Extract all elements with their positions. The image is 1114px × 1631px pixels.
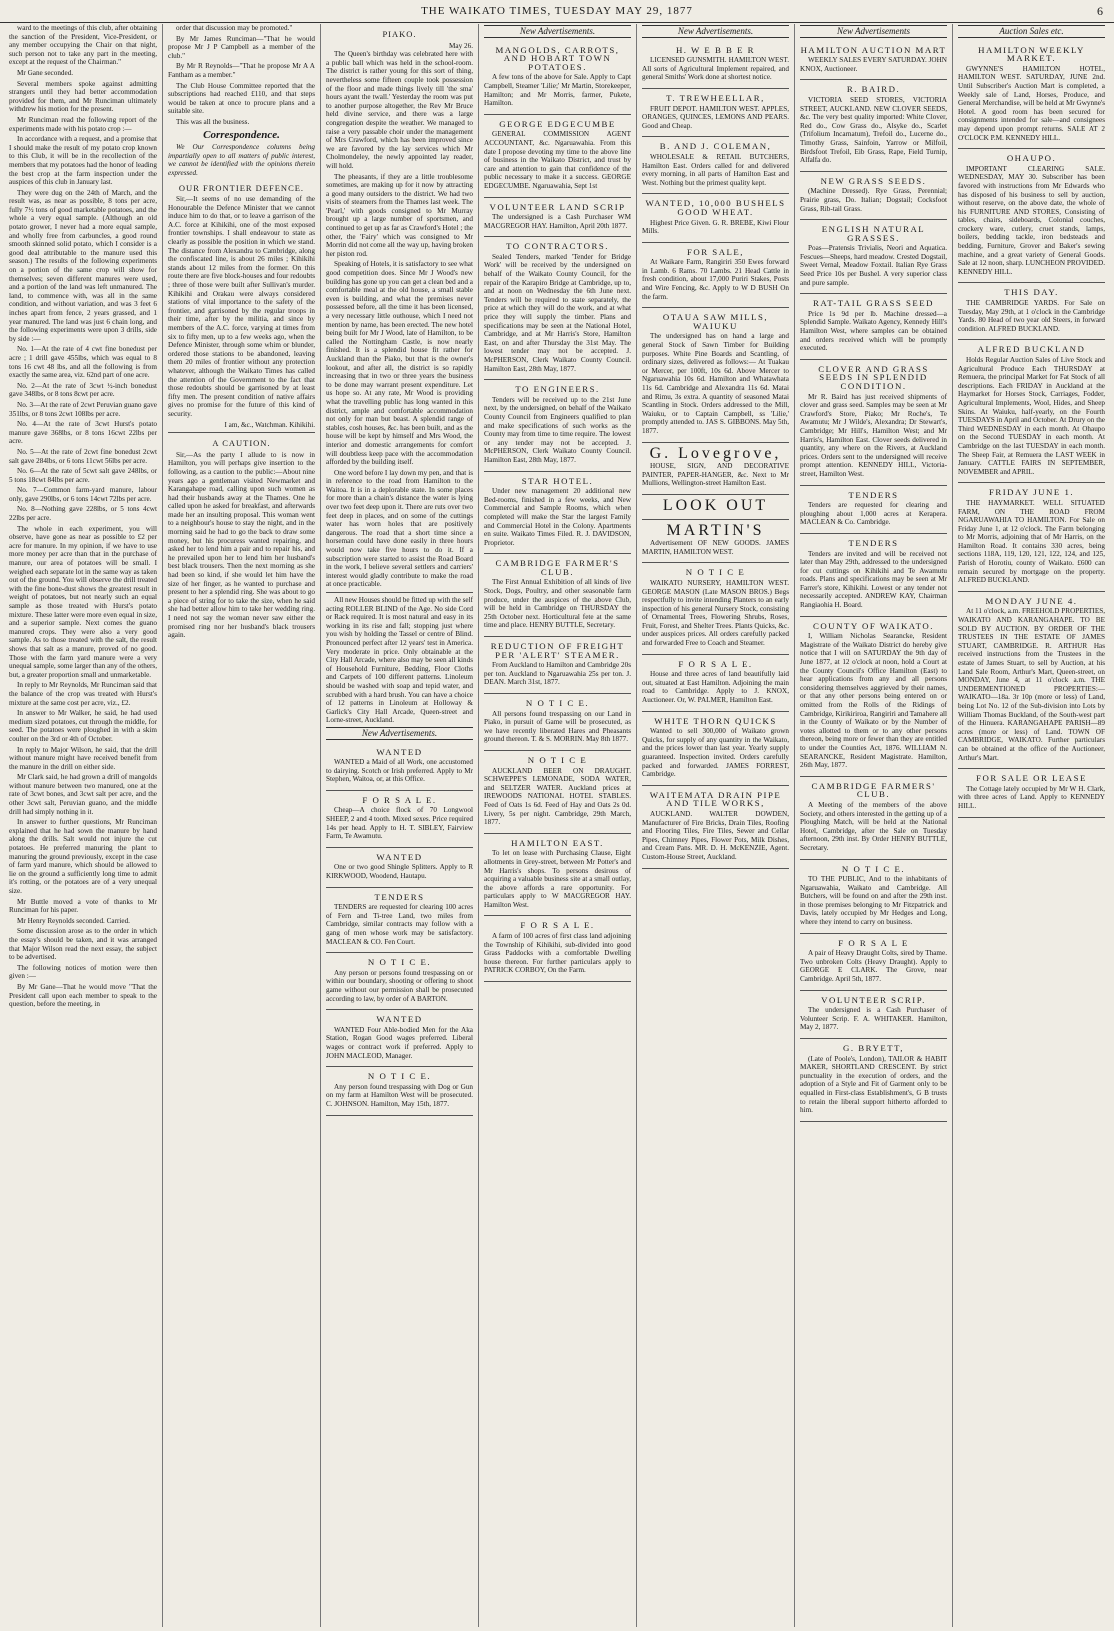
article-paragraph: ward to the meetings of this club, after obtaining the sanction of the President, Vice-President, or any member occupying the Chair on that night, such person not to take any part in the meeting, except at the request of the Chairman." — [9, 24, 157, 67]
advertisement-heading: STAR HOTEL. — [521, 475, 594, 486]
signoff: I am, &c., Watchman. Kihikihi. — [224, 420, 315, 429]
advertisement — [958, 41, 1105, 150]
advertisement-heading: WANTED, 10,000 BUSHELS GOOD WHEAT. — [645, 198, 786, 217]
advertisement — [642, 137, 789, 194]
advertisement-heading: WAITEMATA DRAIN PIPE AND TILE WORKS, — [649, 789, 782, 809]
article-paragraph: Mr Gane seconded. — [17, 68, 74, 77]
advertisement-heading: FOR SALE OR LEASE — [976, 773, 1087, 784]
advertisement-body: Advertisement OF NEW GOODS. JAMES MARTIN, HAMILTON WEST. — [642, 539, 789, 556]
advertisement-body: LICENSED GUNSMITH. HAMILTON WEST. All sorts of Agricultural Implement repaired, and general Smiths' Work done at shortest notice. — [642, 56, 789, 82]
article-paragraph: In answer to Mr Walker, he said, he had used medium sized potatoes, cut through the middle, for seed. The potatoes were ploughed in with a skim coulter on the 3rd or 4th of October. — [9, 709, 157, 743]
advertisement-heading: T. TREWHEELLAR, — [666, 92, 765, 103]
advertisement — [800, 360, 947, 486]
advertisement-heading: MARTIN'S — [666, 521, 765, 539]
advertisement-heading: F O R S A L E. — [678, 658, 753, 669]
advertisement — [800, 1039, 947, 1122]
advertisement-heading: WHITE THORN QUICKS — [654, 715, 777, 726]
article-paragraph: The Queen's birthday was celebrated here with a public ball which was held in the school-room. The district is rather young for this sort of thing, nevertheless some fifteen couple took possession of the floor and made things lively till 'the sma' hours ayant the twall.' Yesterday the room was put to another purpose altogether, the Rev Mr Bruce held divine service, and there was a large congregation despite the weather. We managed to raise a very passable choir under the management of Mrs Crawford, which has been improved since we are favored by the lay services which Mr Cholmondeley, the newly appointed lay reader, will hold. — [326, 50, 473, 170]
advertisement — [326, 1067, 473, 1115]
advertisement-body: The First Annual Exhibition of all kinds of live Stock, Dogs, Poultry, and other seasonable farm produce, under the auspices of the above Club, will be held in Cambridge on THURSDAY the 25th October next. Horticultural fete at the same time and place. HENRY BUTTLE, Secretary. — [484, 578, 631, 630]
advertisement — [642, 41, 789, 89]
advertisement-heading: MANGOLDS, CARROTS, AND HOBART TOWN POTATOES. — [495, 44, 620, 72]
advertisement-body: The undersigned is a Cash Purchaser WM MACGREGOR HAY. Hamilton, April 20th 1877. — [484, 213, 631, 230]
defence-title: OUR FRONTIER DEFENCE. — [178, 182, 305, 193]
advertisement-heading: OHAUPO. — [1006, 153, 1057, 164]
advertisement — [484, 115, 631, 198]
advertisement — [800, 220, 947, 294]
advertisement-body: Poas—Pratensis Trivialis, Neori and Aquatica. Fescues—Sheeps, hard meadow. Crested Dogstail, Sweet Vernal, Meadow Foxtail. Italian Rye Grass Seed Price 10s per Bushel. A very superior class and pure sample. — [800, 244, 947, 287]
advertisement-heading: FOR SALE, — [686, 246, 744, 257]
advertisement-heading: H. W E B B E R — [675, 44, 756, 55]
advertisement — [642, 495, 789, 520]
advertisement — [958, 340, 1105, 483]
advertisement — [800, 172, 947, 220]
advertisement-body: WANTED Four Able-bodied Men for the Aka Station, Rogan Good wages preferred. Liberal wages or contract work if preferred. Apply to JOHN MACLEOD, Manager. — [326, 1025, 473, 1060]
advertisement-body: FRUIT DEPOT. HAMILTON WEST. APPLES, ORANGES, QUINCES, LEMONS AND PEARS. Good and Cheap. — [642, 104, 789, 130]
advertisement — [484, 41, 631, 115]
article-paragraph: The pheasants, if they are a little troublesome sometimes, are making up for it now by attracting a good many outsiders to the district. We had two visits of steamers from the Thames last week. The 'Pearl,' with goods consigned to Mr Murray brought up a large number of sportsmen, and continued to get up as far as Crawford's Hotel ; the other, the 'Fairy' which was consigned to Mr Morrin did not come all the way up, having broken her piston rod. — [326, 172, 473, 258]
advertisement-body: Highest Price Given. G. R. BREBE, Kiwi Flour Mills. — [642, 218, 789, 236]
advertisement-body: WEEKLY SALES EVERY SATURDAY. JOHN KNOX, Auctioneer. — [800, 56, 947, 73]
advertisement-body: WANTED a Maid of all Work, one accustomed to dairying. Scotch or Irish preferred. Apply to Mr Stephen, Waitoa, or, at this Office. — [326, 758, 473, 784]
advertisement-heading: WANTED — [376, 1014, 423, 1025]
advertisement-body: THE CAMBRIDGE YARDS. For Sale on Tuesday, May 29th, at 1 o'clock in the Cambridge Yards. 80 Head of two year old Steers, in forward condition. ALFRED BUCKLAND. — [958, 299, 1105, 333]
advertisement — [484, 472, 631, 555]
advertisement-body: A pair of Heavy Draught Colts, sired by Thame. Two unbroken Colts (Heavy Draught). Apply to GEORGE E CLARK. The Grove, near Cambridge. April 5th, 1877. — [800, 949, 947, 984]
advertisement-heading: R. BAIRD. — [846, 84, 901, 95]
article-paragraph: One word before I lay down my pen, and that is in reference to the road from Hamilton to the Waitoa. It is in a deplorable state. In some places for more than a chain's distance the water is lying over two feet deep upon it. There are ruts over two feet deep in places, and on some of the cuttings water has worn holes that are positively dangerous. The road that a short time since a horseman could have done easily in three hours would now take five hours to do it. If a subscription were started to assist the Road Board in the work, I believe several settlers and carriers' interest would gladly contribute to make the road at once practicable. — [326, 468, 473, 589]
advertisement — [800, 294, 947, 360]
advertisement — [642, 194, 789, 242]
article-paragraph: No. 7—Common farm-yard manure, labour only, gave 290lbs, or 6 tons 14cwt 72lbs per acre. — [9, 486, 157, 503]
advertisement-heading: GEORGE EDGECUMBE — [499, 118, 616, 129]
advertisement-heading: N O T I C E. — [525, 698, 590, 708]
advertisement — [484, 554, 631, 637]
advertisement — [800, 486, 947, 534]
advertisement — [642, 89, 789, 137]
article-paragraph: Mr Clark said, he had grown a drill of mangolds without manure between two manured, one at the rate of 3cwt bones, and 3cwt salt per acre, and the other 3cwt salt, Peruvian guano, and the middle drill had simply nothing in it. — [9, 773, 157, 816]
advertisement — [484, 694, 631, 751]
advertisement-body: House and three acres of land beautifully laid out, situated at East Hamilton. Adjoining the main road to Cambridge. Apply to J. KNOX, Auctioneer. Or, W. PALMER, Hamilton East. — [642, 670, 789, 705]
advertisement-body: All persons found trespassing on our Land in Piako, in pursuit of Game will be prosecuted, as we have recently liberated Hares and Pheasants ground thereon. T. & S. MORRIN. May 8th 1877. — [484, 709, 631, 744]
section-label: New Advertisements — [800, 25, 947, 38]
article-paragraph: In reply to Major Wilson, he said, that the drill without manure might have received benefit from the manure in the drill on either side. — [9, 745, 157, 771]
section-label: Auction Sales etc. — [958, 25, 1105, 38]
advertisement-heading: B. AND J. COLEMAN, — [659, 141, 772, 152]
advertisement-heading: WANTED — [376, 851, 423, 862]
advertisement — [642, 655, 789, 712]
article-paragraph: No. 8—Nothing gave 228lbs, or 5 tons 4cwt 22lbs per acre. — [9, 505, 157, 523]
advertisement — [642, 786, 789, 869]
advertisement — [800, 617, 947, 777]
advertisement-body: A Meeting of the members of the above Society, and others interested in the getting up of a Ploughing Match, will be held at the National Hotel, Cambridge, after the Sale on Tuesday afternoon, 29th inst. By Order HENRY BUTTLE, Secretary. — [800, 800, 947, 852]
advertisement-body: WAIKATO NURSERY, HAMILTON WEST. GEORGE MASON (Late MASON BROS.) Begs respectfully to invite intending Planters to an early inspection of his general Nursery Stock, consisting of Ornamental Trees, Flowering Shrubs, Roses, Fruit, Forest, and Shelter Trees. Plants Quicks, &c. under auspices prices. All orders carefully packed and forwarded Free to Coach and Steamer. — [642, 578, 789, 648]
letter-paragraph: Sir,—As the party I allude to is now in Hamilton, you will perhaps give insertion to the following, as a caution to the public:—About nine years ago a gentleman visited Newmarket and Karangahape road, calling upon such women as had their husbands away at the Thames. One he called upon he asked for breakfast, and afterwards made her an insulting proposal. This woman went to a neighbour's house to stay the night, and in the morning said he had to go the back to draw some money, but his procuress wanted repairing, and asked her to lend him a pair and to repair his, and he prevailed upon her to lend him her husband's best black trousers. Then the next morning as she had been so kind, if she would let him have the size of her finger, as he wanted to purchase and present to her a splendid ring. She was about to go a piece of string for to take the size, when he said she had better allow him to take her wedding ring. I need not say the woman never saw either the promised ring nor her husband's black trousers again. — [168, 450, 315, 640]
advertisement-body: (Machine Dressed). Rye Grass, Perennial; Prairie grass, Do. Italian; Dogstail; Cocksfoot Grass, Rib-tail Grass. — [800, 187, 947, 213]
article-paragraph: Some discussion arose as to the order in which the essay's should be taken, and it was arranged that Major Wilson read the next essay, the subject to be advertised. — [9, 927, 157, 962]
advertisement-heading: TO CONTRACTORS. — [506, 241, 609, 252]
roller-blind-ad: All new Houses should be fitted up with the self acting ROLLER BLIND of the Age. No side Cord or Rack required. It is most natural and easy in its working in its rise and fall; stopping just where you wish by holding the Tassel or centre of Blind. Pronounced perfect after 12 years' test in America. Very moderate in price. Only obtainable at the City Hall Arcade, where also may be seen all kinds of Household Furniture, Bedding, Floor Cloths and Carpets of 100 different patterns. Linoleum should be washed with soap and tepid water, and scrubbed with a hard brush. You can have a choice of 12 patterns in Linoleum at Holloway & Garlick's City Hall Arcade, Queen-street and Lorne-street, Auckland. — [326, 596, 473, 725]
article-paragraph: Several members spoke against admitting strangers until they had better accommodation provided for them, and Mr Runciman ultimately withdrew his motion for the present. — [9, 79, 157, 114]
advertisement — [326, 888, 473, 954]
section-label: New Advertisements. — [484, 25, 631, 38]
advertisement-body: AUCKLAND. WALTER DOWDEN, Manufacturer of Fire Bricks, Drain Tiles, Roofing and Flooring Tiles, Fire Tiles, Sewer and Cellar Pipes, Chimney Pipes, Flower Pots, Milk Dishes, and Cream Pans. MR. D. H. McKENZIE, Agent. Custom-House Street, Auckland. — [642, 809, 789, 861]
advertisement — [800, 534, 947, 617]
article-paragraph: They were dug on the 24th of March, and the result was, as near as possible, 8 tons per acre, fully 7½ tons of good marketable potatoes, and the whole a very equal sample. (Although an old potato grower, I never had a more equal sample, and wholly free from carbuncles, a good round smooth skinned solid potato, which I consider is a good deal attributable to the manure used this season.) The results of the following experiments on a portion of the same crop will show for themselves; seven different manures were used, and a portion of the land was left unmanured. The land, to commence with, was all in the same condition, and without variation, and was 3 feet 6 inches apart from fence, 2 years grassed, and 1 year manured. The land was just 6 chain long, and the following experiments were upon 3 drills, side by side :— — [9, 188, 157, 343]
advertisement-heading: N O T I C E — [527, 754, 588, 765]
column-4 — [478, 24, 636, 1627]
advertisement — [326, 743, 473, 791]
advertisement-body: A farm of 100 acres of first class land adjoining the Township of Kihikihi, sub-divided into good Grass Paddocks with a comfortable Dwelling house thereon. For further particulars apply to PATRICK CORBOY, On the Farm. — [484, 932, 631, 975]
advertisement — [958, 483, 1105, 592]
advertisement-heading: G. BRYETT, — [842, 1043, 905, 1053]
masthead — [0, 0, 1114, 23]
advertisement-body: IMPORTANT CLEARING SALE. WEDNESDAY, MAY 30. Subscriber has been favored with instructions from Mr Edwards who has disposed of his business to sell by auction, without reserve, on the above date, the whole of his FURNITURE AND STORES, Consisting of tables, chairs, sideboards, Colonial couches, crockery ware, cutlery, cruet stands, lamps, boilers, bedding tackle, iron bedsteads and bedding, Furniture, Grover and Baker's sewing machine, and a great variety of General Goods. Sale at 12 noon, sharp. LUNCHEON PROVIDED. KENNEDY HILL. — [958, 164, 1105, 276]
advertisement — [484, 237, 631, 380]
advertisement-body: Under new management 20 additional new Bed-rooms, finished in a few weeks, and New Commercial and Sample Rooms, which when completed will make the Star the largest Family and Commercial Hotel in the Colony. Apartments en suite. Waikato Times Filed. R. J. DAVIDSON, Proprietor. — [484, 487, 631, 547]
advertisement — [484, 834, 631, 917]
advertisement — [800, 991, 947, 1039]
columns — [4, 24, 1110, 1627]
masthead-title: THE WAIKATO TIMES, TUESDAY MAY 29, 1877 — [421, 5, 693, 17]
advertisement — [642, 443, 789, 495]
advertisement — [642, 308, 789, 442]
advertisement-heading: F O R S A L E — [838, 937, 909, 948]
advertisement-body: The undersigned has on hand a large and general Stock of Sawn Timber for Building purposes. White Pine Boards and Scantling, of ordinary sizes, delivered as follows:— At Tuakau or Mercer, per 100ft, 10s 6d. Above Mercer to Ngaruawahia 10s 6d. Hamilton and Whatawhata 11s 6d. Cambridge and Alexandra 11s 6d. Matai and Rimu, 3s extra. A quantity of seasoned Matai Scantling in Stock. Orders addressed to the Mill, Waiuku, or to Captain Campbell, ss 'Lilie,' promptly attended to. JAS S. GIBBONS. May 5th, 1877. — [642, 332, 789, 435]
article-paragraph: No. 6—At the rate of 5cwt salt gave 248lbs, or 5 tons 18cwt 84lbs per acre. — [9, 467, 157, 484]
advertisement — [800, 860, 947, 934]
advertisement — [958, 149, 1105, 283]
advertisement-heading: N O T I C E. — [367, 957, 432, 968]
advertisement-body: The undersigned is a Cash Purchaser of Volunteer Scrip. F. A. WHITAKER. Hamilton, May 2, 1877. — [800, 1006, 947, 1032]
advertisement-body: VICTORIA SEED STORES, VICTORIA STREET, AUCKLAND. NEW CLOVER SEEDS, &c. The very best quality imported: White Clover, Red do., Cow Grass do., Alsyke do., Scarlet (Trifolium Incarnatum), Trefoil do., Lucerne do., Timothy Grass, Sainfoin, Yarrow or Milfoil, Birdsfoot Trefoil, Eib Grass, Rape, Field Turnip, Alfalfa do. — [800, 95, 947, 165]
advertisement-heading: THIS DAY. — [1004, 287, 1059, 298]
advertisement — [484, 751, 631, 834]
advertisement-body: THE HAYMARKET. WELL SITUATED FARM, ON THE ROAD FROM NGARUAWAHIA TO HAMILTON. For Sale on Friday June 1, at 12 o'clock. The Farm belonging to Mr Morris, adjoining that of Mr Harris, on the Hamilton Road. It contains 330 acres, being sections 118A, 119, 120, 121, 122, 124, and 125, Parish of Horotiu, county of Waikato. £600 can remain secured by mortgage on the property. ALFRED BUCKLAND. — [958, 498, 1105, 585]
advertisement-body: Price 1s 9d per lb. Machine dressed—a Splendid Sample. Waikato Agency, Kennedy Hill's Hamilton West, where samples can be obtained and orders received which will be promptly executed. — [800, 309, 947, 353]
advertisement-heading: RAT-TAIL GRASS SEED — [813, 298, 934, 309]
column-6 — [794, 24, 952, 1627]
advertisement-body: A few tons of the above for Sale. Apply to Capt Campbell, Steamer 'Lilie;' Mr Martin, Storekeeper, Hamilton; and Mr Morris, farmer, Pukete, Hamilton. — [484, 73, 631, 108]
advertisement — [958, 769, 1105, 817]
advertisement-heading: COUNTY OF WAIKATO. — [813, 620, 934, 631]
piako-date: May 26. — [449, 41, 473, 50]
article-paragraph: In answer to further questions, Mr Runciman explained that he had sown the manure by hand along the drills. Salt would not injure the cut potatoes. He preferred manuring the plant to manuring the ground previously, except in the case of farm yard manure, which should be allowed to lie on the ground a sufficiently long time to admit it's rotting, or the potatoes are of a very unequal size. — [9, 818, 157, 895]
column-7 — [952, 24, 1110, 1627]
advertisement-heading: TENDERS — [374, 891, 425, 902]
advertisement-body: Any person or persons found trespassing on or within our boundary, shooting or offering to shoot game without our permission shall be prosecuted according to law, by order of A BARTON. — [326, 968, 473, 1003]
advertisement-body: GWYNNE'S HAMILTON HOTEL, HAMILTON WEST. SATURDAY, JUNE 2nd. Until Subscriber's Auction Mart is completed, a Weekly sale of Land, Horses, Produce, and General Merchandise, will be held at Mr Gwynne's Hotel. A good room has been secured for consignments intended for sale—and consignees may depend upon prompt returns. SALE AT 2 O'CLOCK P.M. KENNEDY HILL. — [958, 64, 1105, 142]
advertisement — [958, 592, 1105, 769]
article-paragraph: Mr Henry Reynolds seconded. Carried. — [17, 916, 130, 925]
advertisement-heading: REDUCTION OF FREIGHT PER 'ALERT' STEAMER. — [490, 641, 625, 660]
advertisement-heading: HAMILTON AUCTION MART — [800, 44, 947, 55]
advertisement-heading: N O T I C E — [685, 567, 746, 578]
article-paragraph: No. 3—At the rate of 2cwt Peruvian guano gave 351lbs, or 8 tons 2cwt 108lbs per acre. — [9, 400, 157, 418]
advertisement-heading: NEW GRASS SEEDS. — [820, 175, 927, 186]
article-paragraph: By Mr James Runciman—"That he would propose Mr J P Campbell as a member of the club." — [168, 34, 315, 60]
advertisement-body: Tenders will be received up to the 21st June next, by the undersigned, on behalf of the Waikato County Council from Engineers qualified to plan and make specifications of such works as the County may from time to time require. The lowest or any tender may not be accepted. J. McPHERSON, Clerk Waikato County Council. Hamilton East, 28th May, 1877. — [484, 395, 631, 464]
advertisement — [484, 916, 631, 982]
section-label: New Advertisements. — [642, 25, 789, 38]
article-paragraph: Speaking of Hotels, it is satisfactory to see what good competition does. Since Mr J Wood's new building has gone up you can get a clean bed and a comfortable meal at the old house, a small stable even is building, and what the premises never possessed before, all the time it has been licensed, a very necessary little outhouse, which I need not mention by name, has been erected. The new hotel being built for Mr J Wood, late of Hamilton, to be called the Nottingham Castle, is now nearly finished. It is a splendid house fit rather for Auckland than the Piako, but that is the owner's lookout, and after all, the district is so rapidly increasing that in two or three years the business to be done may warrant present expenditure. Let us hope so. At any rate, Mr Wood is providing what the travelling public has long wanted in this district, ample and comfortable accommodation not only for man but beast. A splendid range of stables, cosh houses, &c. has been built, and as the house will be kept by himself and Mrs Wood, the interior and domestic arrangements for comfort will doubtless keep pace with the accommodation afforded by the building itself. — [326, 260, 473, 467]
advertisement-body: At 11 o'clock, a.m. FREEHOLD PROPERTIES, WAIKATO AND KARANGAHAPE. TO BE SOLD BY AUCTION. BY ORDER OF THE TRUSTEES IN THE ESTATE OF JAMES STUART, CAMBRIDGE. R. ARTHUR Has received instructions from the Trustees in the estate of James Stuart, to sell by Auction, at his Land Sale Room, Arthur's Mart, Queen-street, on MONDAY, June 4, at 11 o'clock a.m. THE UNDERMENTIONED PROPERTIES:— WAIKATO—18a. 3r 10p (more or less) of Land, being Lot No. 12 of the Sub-division into Lots by William Thomas Buckland, of the South-west part of the Hinuera. KARANGAHAPE PARISH—89 acres (more or less) of Land. TOWN OF CAMBRIDGE, WAIKATO. Further particulars can be obtained at the office of the Auctioneer, Arthur's Mart. — [958, 607, 1105, 762]
advertisement-heading: TO ENGINEERS. — [515, 384, 600, 395]
section-label: New Advertisements. — [326, 727, 473, 740]
piako-title: PIAKO. — [382, 29, 417, 39]
advertisement-body: HOUSE, SIGN, AND DECORATIVE PAINTER, PAPER-HANGER, &c. Next to Mr Mullions, Wellington-street Hamilton East. — [642, 462, 789, 488]
advertisement-body: The Cottage lately occupied by Mr W H. Clark, with three acres of Land. Apply to KENNEDY HILL. — [958, 784, 1105, 810]
advertisement-heading: MONDAY JUNE 4. — [985, 595, 1078, 606]
advertisement-body: Holds Regular Auction Sales of Live Stock and Agricultural Produce Each THURSDAY at Remuera, the principal Market for Fat Stock of all descriptions. Each FRIDAY in Auckland at the Haymarket for Horses Stock, Carriages, Fodder, Agricultural Implements, Wool, Hides, and Sheep Skins. At Waiuku, half-yearly, on the Fourth TUESDAYS in April and October. At Drury on the Third WEDNESDAY in each month. At Ohaupo on the Second TUESDAY in each month. At Cambridge on the last TUESDAY in each month. The Sheep Fair, at Remuera the LAST WEEK in January. CATTLE FAIRS IN SEPTEMBER, NOVEMBER and APRIL. — [958, 356, 1105, 476]
advertisement-body: (Late of Poole's, London), TAILOR & HABIT MAKER, SHORTLAND CRESCENT. By strict punctuality in the execution of orders, and the adoption of a Style and Fit of Garment only to be equalled in First-class Establishment's, G B trusts to retain the liberal support hitherto afforded to him. — [800, 1054, 947, 1115]
advertisement-body: Tenders are invited and will be received not later than May 29th, addressed to the undersigned for cut cuttings on Kihikihi and Te Awamutu roads. Plans and specifications may be seen at Mr Farrer's store, Kihikihi. Lowest or any tender not necessarily accepted. ANDREW KAY, Chairman Rangiaohia H. Board. — [800, 549, 947, 610]
advertisement-body: AUCKLAND BEER ON DRAUGHT. SCHWEPPE'S LEMONADE, SODA WATER, and SELTZER WATER. Auckland prices at IREWOODS NATIONAL HOTEL STABLES. Feed of Oats 1s 6d. Feed of Hay and Oats 2s 0d. Livery, 5s per night. Cambridge, 29th March, 1877. — [484, 766, 631, 827]
article-paragraph: By Mr R Reynolds—"That he propose Mr A A Fantham as a member." — [168, 62, 315, 79]
article-paragraph: The following notices of motion were then given :— — [9, 963, 157, 981]
advertisement-heading: WANTED — [376, 746, 423, 757]
article-paragraph: No. 1—At the rate of 4 cwt fine bonedust per acre ; 1 drill gave 455lbs, which was equal to 8 tons 16 cwt 48 lbs, and all the following is from exactly the same area, viz. 62nd part of one acre. — [9, 345, 157, 380]
article-paragraph: No. 5—At the rate of 2cwt fine bonedust 2cwt salt gave 284lbs, or 6 tons 11cwt 56lbs per acre. — [9, 447, 157, 465]
column-2 — [162, 24, 320, 1627]
advertisement-heading: G. Lovegrove, — [649, 444, 782, 462]
advertisement — [642, 520, 789, 564]
advertisement-body: Mr R. Baird has just received shipments of clover and grass seed. Samples may be seen at Mr Crawford's Store, Piako; Mr Roche's, Te Awamutu; Mr J Wilde's, Alexandra; Dr Stewart's, Cambridge; Mr Hill's, Hamilton West; and Mr Harris's, Hamilton East. Clover seeds delivered in quantity, any where on the Rivers, at Auckland prices. Orders sent to the undersigned will receive prompt attention. KENNEDY HILL, Victoria-street, Hamilton West. — [800, 392, 947, 478]
column-3 — [320, 24, 478, 1627]
advertisement-body: TO THE PUBLIC, And to the inhabitants of Ngaruawahia, Waikato and Cambridge. All Butchers, will be found on and after the 29th inst. in those premises belonging to Mr Fitzpatrick and Davis, lately occupied by Mr Hedges and Long, where they intend to carry on business. — [800, 875, 947, 927]
article-paragraph: No. 4—At the rate of 3cwt Hurst's potato manure gave 368lbs, or 8 tons 16cwt 22lbs per acre. — [9, 420, 157, 446]
article-paragraph: This was all the business. — [176, 117, 250, 126]
caution-title: A CAUTION. — [212, 438, 271, 449]
correspondence-heading: Correspondence. — [203, 128, 280, 141]
advertisement — [958, 283, 1105, 340]
article-paragraph: Mr Runciman read the following report of the experiments made with his potato crop :— — [9, 115, 157, 133]
advertisement-body: Wanted to sell 300,000 of Waikato grown Quicks, for supply of any quantity in the Waikato, and the prices lower than last year. Yearly supply guaranteed. Inspection invited. Orders carefully packed and forwarded. JAMES FORREST, Cambridge. — [642, 727, 789, 779]
advertisement-heading: VOLUNTEER SCRIP. — [821, 994, 926, 1005]
advertisement — [326, 791, 473, 848]
advertisement — [642, 712, 789, 786]
advertisement — [484, 198, 631, 238]
advertisement — [800, 934, 947, 991]
advertisement-body: GENERAL COMMISSION AGENT ACCOUNTANT, &c. Ngaruawahia. From this date I propose devoting my time to the above line of business in the Waikato District, and trust by care and attention to gain that confidence of the public necessary to make it a success. GEORGE EDGECUMBE. Ngaruawahia, Sept 1st — [484, 130, 631, 190]
advertisement-heading: LOOK OUT — [662, 496, 769, 514]
advertisement — [800, 80, 947, 171]
advertisement — [642, 563, 789, 654]
advertisement — [800, 41, 947, 81]
advertisement-heading: CLOVER AND GRASS SEEDS IN SPLENDID CONDITION. — [818, 363, 929, 391]
advertisement-heading: N O T I C E. — [841, 863, 906, 874]
advertisement-heading: N O T I C E. — [367, 1071, 432, 1082]
advertisement-heading: HAMILTON EAST. — [511, 837, 604, 848]
advertisement — [484, 380, 631, 471]
advertisement-heading: F O R S A L E. — [362, 794, 437, 805]
article-paragraph: In reply to Mr Reynolds, Mr Runciman said that the balance of the crop was treated with Hurst's mixture at the same cost per acre, viz., £2. — [9, 681, 157, 707]
advertisement-body: Sealed Tenders, marked 'Tender for Bridge Work' will be received by the undersigned on behalf of the Waikato County Council, for the repair of the Karapiro Bridge at Cambridge, up to, and at noon on Wednesday the 6th June next. Tenders will be required to state separately, the price at which they will do the work, and at what price they will supply the timber. Plans and specifications may be seen at the National Hotel, Cambridge, and at Mr Harris's Store, Hamilton East, on and after Thursday the 31st May. The lowest tender may not be accepted. J. McPHERSON, Clerk Waikato County Council. Hamilton East, 28th May, 1877. — [484, 252, 631, 373]
advertisement-heading: ALFRED BUCKLAND — [977, 344, 1086, 355]
advertisement-heading: FRIDAY JUNE 1. — [988, 487, 1075, 498]
advertisement — [326, 1010, 473, 1067]
advertisement — [484, 637, 631, 694]
advertisement-heading: OTAUA SAW MILLS, WAIUKU — [662, 312, 769, 331]
advertisement-body: Tenders are requested for clearing and ploughing about 1,000 acres at Kerapera. MACLEAN & Co. Cambridge. — [800, 501, 947, 527]
advertisement-body: Cheap—A choice flock of 70 Longwool SHEEP, 2 and 4 tooth. Mixed sexes. Price required 14s per head. Apply to H. T. SIBLEY, Fairview Farm, Te Awamutu. — [326, 806, 473, 841]
article-paragraph: No. 2—At the rate of 3cwt ½-inch bonedust gave 348lbs, or 8 tons 8cwt per acre. — [9, 381, 157, 399]
advertisement-heading: VOLUNTEER LAND SCRIP — [489, 201, 626, 212]
advertisement-body: TENDERS are requested for clearing 100 acres of Fern and Ti-tree Land, two miles from Cambridge, similar contracts may follow with a gang of men whose work may be satisfactory. MACLEAN & CO. Fen Court. — [326, 903, 473, 946]
page-number: 6 — [1097, 4, 1104, 18]
article-paragraph: By Mr Gane—That he would move "That the President call upon each member to speak to the question, before the meeting, in — [9, 982, 157, 1009]
advertisement-body: From Auckland to Hamilton and Cambridge 20s per ton. Auckland to Ngaruawahia 25s per ton. J. DEAN. March 31st, 1877. — [484, 661, 631, 687]
article-paragraph: The whole in each experiment, you will observe, have gone as near as possible to £2 per acre for manure. In my opinion, if we have to use more money per acre than that in the purchase of manure, our area of potatoes will be small. I weighed each separate lot in the same way as taken out of the ground. You will observe the drill treated with the fine bone-dust shows the greatest result in weight of potatoes, but not nearly such an equal sample as those treated with Hurst's potato mixture. These latter were more even equal in size, and a superior sample. Next comes the guano manured crops. They were also a very good sample. As to those treated with the salt, the result shows that salt as a manure, proved of no good. Those with the farm yard manure were a very unequal sample, some larger than any of the others, but, a greater proportion small and unmarketable. — [9, 524, 157, 679]
article-paragraph: order that discussion may be promoted." — [176, 24, 293, 32]
advertisement-body: I, William Nicholas Searancke, Resident Magistrate of the Waikato District do hereby give notice that I will on SATURDAY the 9th day of June 1877, at 12 o'clock at noon, hold a Court at the County Council's Office Hamilton (East) to hear applications from any and all persons considering themselves aggrieved by their names, or that any other persons being entered on or omitted from the Rolls of the Ridings of Cambridge, Kirikiriroa, Rangiriri and Tamahere all in the County of Waikato or by the Number of votes allotted to them or to any other persons thereon, being more or fewer than they are entitled to under the Counties Act, 1876. WILLIAM N. SEARANCKE, Resident Magistrate. Hamilton, 26th May, 1877. — [800, 632, 947, 770]
advertisement-body: At Waikare Farm, Rangiriri 350 Ewes forward in Lamb. 6 Rams. 70 Lambs. 21 Head Cattle in fresh condition, about 17,000 Puriri Stakes, Posts and Wire Fencing, &c. Apply to W D BUSH On the farm. — [642, 258, 789, 301]
advertisement-body: Any person found trespassing with Dog or Gun on my farm at Hamilton West will be prosecuted. C. JOHNSON. Hamilton, May 15th, 1877. — [326, 1082, 473, 1108]
article-paragraph: The Club House Committee reported that the subscriptions had reached £110, and that steps would be taken at once to procure plans and a suitable site. — [168, 81, 315, 116]
advertisement-body: To let on lease with Purchasing Clause, Eight allotments in Grey-street, between Mr Potter's and Mr Harris's shops. To persons desirous of acquiring a valuable business site at a small outlay, the above affords a rare opportunity. For particulars apply to W MACGREGOR HAY. Hamilton West. — [484, 849, 631, 909]
advertisement-heading: F O R S A L E. — [520, 920, 595, 931]
advertisement-heading: HAMILTON WEEKLY MARKET. — [978, 44, 1085, 64]
advertisement-body: One or two good Shingle Splitters. Apply to R KIRKWOOD, Woodend, Hautapu. — [326, 863, 473, 881]
advertisement — [326, 953, 473, 1010]
advertisement — [326, 848, 473, 888]
advertisement-heading: ENGLISH NATURAL GRASSES. — [821, 224, 926, 243]
advertisement-heading: TENDERS — [848, 537, 899, 548]
advertisement — [800, 777, 947, 860]
letter-paragraph: Sir,—It seems of no use demanding of the Honourable the Defence Minister that we cannot induce him to do that, or to leave a garrison of the A.C. force at Kihikihi, one of the most exposed frontier townships. I shall endeavour to state as clearly as possible the position in which we stand. The distance from Alexandra to Cambridge, along the confiscated line, is about 26 miles ; Kihikihi stands about 12 miles from the former. On this route there are five block-houses and four redoubts ; three of those were built after Sullivan's murder. Kihikihi and Orakau were always considered stations of vital importance to the safety of the frontier, and garrisoned by the regular troops in their time, after by the militia, and since by members of the A.C. force, varying at times from six to fifty men, up to a few weeks ago, when the Defence Minister, through some whim or blunder, ordered those stations to be abandoned, leaving them 20 miles of frontier without any protection whatever, although the Waikato Times has called the attention of the Government to the fact that those redoubts should be garrisoned by at least fifty men. The present condition of native affairs gives no promise for the future of this kind of security. — [168, 195, 315, 418]
advertisement-heading: TENDERS — [848, 489, 899, 500]
correspondence-disclaimer: We Our Correspondence columns being impartially open to all matters of public interest, we cannot be identified with the opinions therein expressed. — [168, 143, 315, 177]
advertisement-body: WHOLESALE & RETAIL BUTCHERS, Hamilton East. Orders called for and delivered every morning, in all parts of Hamilton East and West. Nothing but the primest quality kept. — [642, 152, 789, 187]
column-5 — [636, 24, 794, 1627]
column-1 — [4, 24, 162, 1627]
advertisement-heading: CAMBRIDGE FARMERS' CLUB. — [811, 780, 936, 800]
advertisement — [642, 243, 789, 309]
article-paragraph: In accordance with a request, and a promise that I should make the result of my potato crop known to this Club, it will be in the recollection of the members that my potatoes had the honor of leading the best crop at the farm inspection under the auspices of this club in January last. — [9, 135, 157, 187]
advertisement-heading: CAMBRIDGE FARMER'S CLUB. — [495, 558, 620, 577]
article-paragraph: Mr Buttle moved a vote of thanks to Mr Runciman for his paper. — [9, 897, 157, 915]
